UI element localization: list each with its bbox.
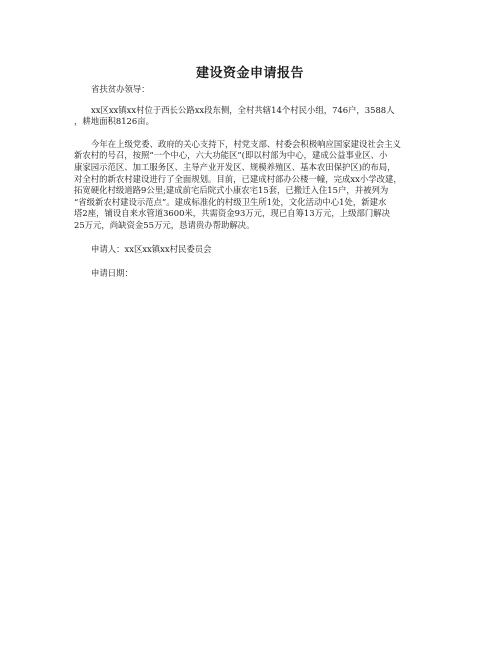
document-title: 建设资金申请报告 xyxy=(195,66,304,81)
document-body xyxy=(74,84,424,280)
paragraph-line: 新农村的号召，按照“一个中心，六大功能区”(即以村部为中心，建成公益事业区、小 xyxy=(74,150,388,161)
paragraph-line: 今年在上级党委、政府的关心支持下，村党支部、村委会积极响应国家建设社会主义 xyxy=(91,138,401,149)
salutation: 省扶贫办领导： xyxy=(91,84,150,94)
paragraph-line: xx区xx镇xx村位于西长公路xx段东侧，全村共辖14个村民小组，746户，3588人 xyxy=(91,104,395,115)
paragraph-line: 拓宽硬化村级道路9公里;建成前宅后院式小康农宅15套，已搬迁入住15户，并被列为 xyxy=(74,185,389,196)
paragraph-line: 塔2座，铺设自来水管道3600米，共需资金93万元，现已自筹13万元，上级部门解决 xyxy=(74,208,390,219)
application-date-label: 申请日期： xyxy=(91,268,133,279)
paragraph-main xyxy=(74,139,424,232)
paragraph-line: 对全村的新农村建设进行了全面规划。目前，已建成村部办公楼一幢，完成xx小学改建， xyxy=(74,173,402,184)
paragraph-line: 25万元，尚缺资金55万元，恳请贵办帮助解决。 xyxy=(74,219,255,230)
paragraph-line: ，耕地面积8126亩。 xyxy=(74,116,154,127)
applicant-line: 申请人：xx区xx镇xx村民委员会 xyxy=(91,243,212,254)
paragraph-intro xyxy=(74,105,424,128)
paragraph-line: “省级新农村建设示范点”。建成标准化的村级卫生所1处，文化活动中心1处，新建水 xyxy=(74,196,387,207)
paragraph-line: 康家园示范区、加工服务区、主导产业开发区、规模养殖区、基本农田保护区)的布局， xyxy=(74,161,396,172)
